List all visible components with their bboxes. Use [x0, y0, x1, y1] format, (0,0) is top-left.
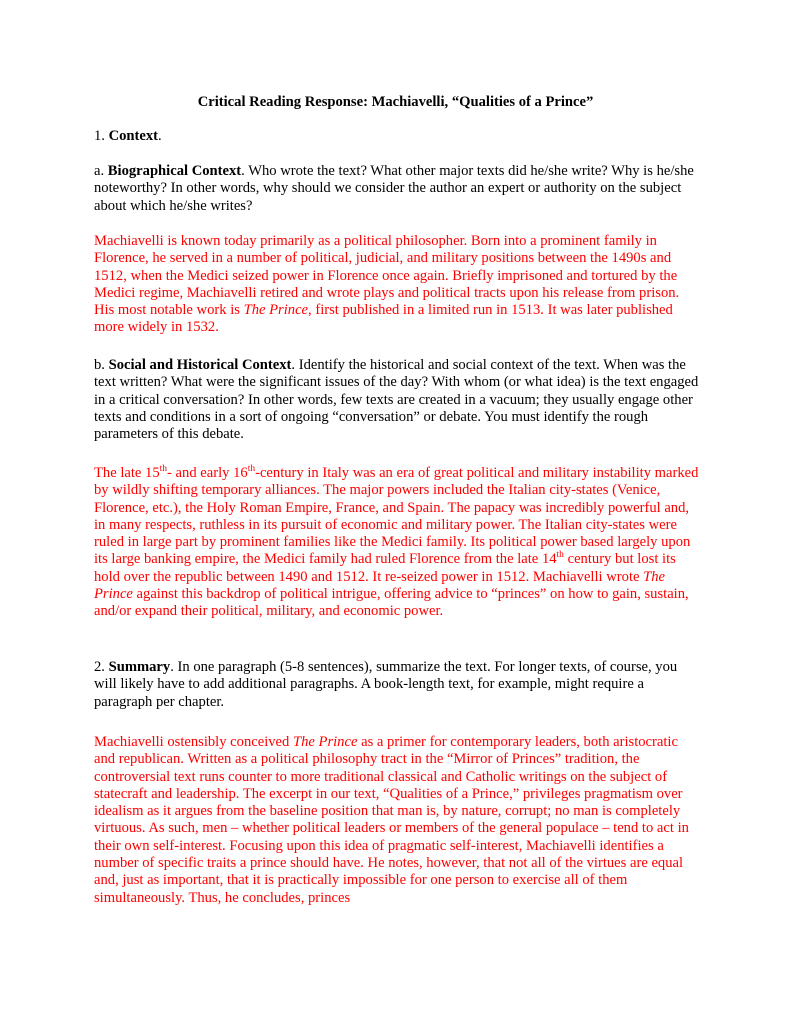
summary-answer-book-title: The Prince	[292, 734, 358, 750]
social-answer-part-3: -century in Italy was an era of great political and military instability marked by wildly shifting temporary alliances. The major powers included the Italian city-states (Venice, Florence, etc.), the Holy Roman Empire, France, and Spain. The papacy was incredibly powerful and, in many respects, ruthless in its pursuit of economic and military power. The Italian city-states were ruled in large part by prominent families like the Medici family. Its political power based largely upon its large banking empire, the Medici family had ruled Florence from the late 14	[94, 465, 699, 568]
social-answer-part-2: - and early 16	[167, 465, 248, 481]
summary-prefix: 2.	[94, 659, 109, 675]
social-answer-book-title: The Prince	[94, 568, 666, 603]
biographical-context-heading: Biographical Context	[107, 163, 242, 179]
section-1-end: .	[158, 128, 162, 144]
superscript-th-1: th	[159, 464, 168, 475]
social-prefix: b.	[94, 357, 109, 373]
section-1-number: 1.	[94, 128, 109, 144]
social-answer-part-5: against this backdrop of political intrigue, offering advice to “princes” on how to gain, sustain, and/or expand their political, military, and economic power.	[94, 586, 689, 620]
social-historical-context-prompt	[94, 357, 702, 443]
social-historical-context-heading: Social and Historical Context	[108, 357, 292, 373]
social-answer-part-1: The late 15	[94, 465, 160, 481]
document-title: Critical Reading Response: Machiavelli, “Qualities of a Prince”	[197, 94, 594, 110]
bio-answer-book-title: The Prince	[243, 302, 309, 319]
bio-answer-part-b: , first published in a limited run in 1513. It was later published more widely in 1532.	[94, 302, 673, 336]
section-1-heading	[94, 128, 702, 145]
biographical-context-answer	[94, 233, 702, 337]
bio-answer-part-a: Machiavelli is known today primarily as a political philosopher. Born into a prominent family in Florence, he served in a number of political, judicial, and military positions between the 1490s and 1512, when the Medici seized power in Florence once again. Briefly imprisoned and tortured by the Medici regime, Machiavelli retired and wrote plays and political tracts upon his release from prison. His most notable work is	[94, 233, 680, 319]
summary-answer-part-a: Machiavelli ostensibly conceived	[94, 734, 293, 750]
social-answer-part-4: century but lost its hold over the republic between 1490 and 1512. It re-seized power in 1512. Machiavelli wrote	[94, 551, 676, 585]
social-historical-context-answer	[94, 465, 702, 621]
summary-answer	[94, 734, 702, 907]
summary-answer-part-b: as a primer for contemporary leaders, both aristocratic and republican. Written as a political philosophy tract in the “Mirror of Princes” tradition, the controversial text runs counter to more traditional classical and Catholic writings on the subject of statecraft and leadership. The excerpt in our text, “Qualities of a Prince,” privileges pragmatism over idealism as it argues from the baseline position that man is, by nature, corrupt; no man is completely virtuous. As such, men – whether political leaders or members of the general populace – tend to act in their own self-interest. Focusing upon this idea of pragmatic self-interest, Machiavelli identifies a number of specific traits a prince should have. He notes, however, that not all of the virtues are equal and, just as important, that it is practically impossible for one person to exercise all of them simultaneously. Thus, he concludes, princes	[94, 734, 689, 906]
superscript-th-3: th	[556, 550, 564, 561]
summary-prompt-text: . In one paragraph (5-8 sentences), summarize the text. For longer texts, of course, you will likely have to add additional paragraphs. A book-length text, for example, might require a paragraph per chapter.	[94, 659, 678, 710]
social-prompt-text: . Identify the historical and social context of the text. When was the text written? What were the significant issues of the day? With whom (or what idea) is the text engaged in a critical conversation? In other words, few texts are created in a vacuum; they usually engage other texts and conditions in a sort of ongoing “conversation” or debate. You must identify the rough parameters of this debate.	[94, 357, 699, 443]
summary-prompt	[94, 659, 702, 711]
summary-heading: Summary	[108, 659, 171, 675]
bio-prompt-text: . Who wrote the text? What other major texts did he/she write? Why is he/she noteworthy? In other words, why should we consider the author an expert or authority on the subject about which he/she writes?	[94, 163, 694, 214]
biographical-context-prompt	[94, 163, 702, 215]
context-heading: Context	[108, 128, 159, 144]
bio-prefix: a.	[94, 163, 108, 179]
superscript-th-2: th	[247, 464, 256, 475]
